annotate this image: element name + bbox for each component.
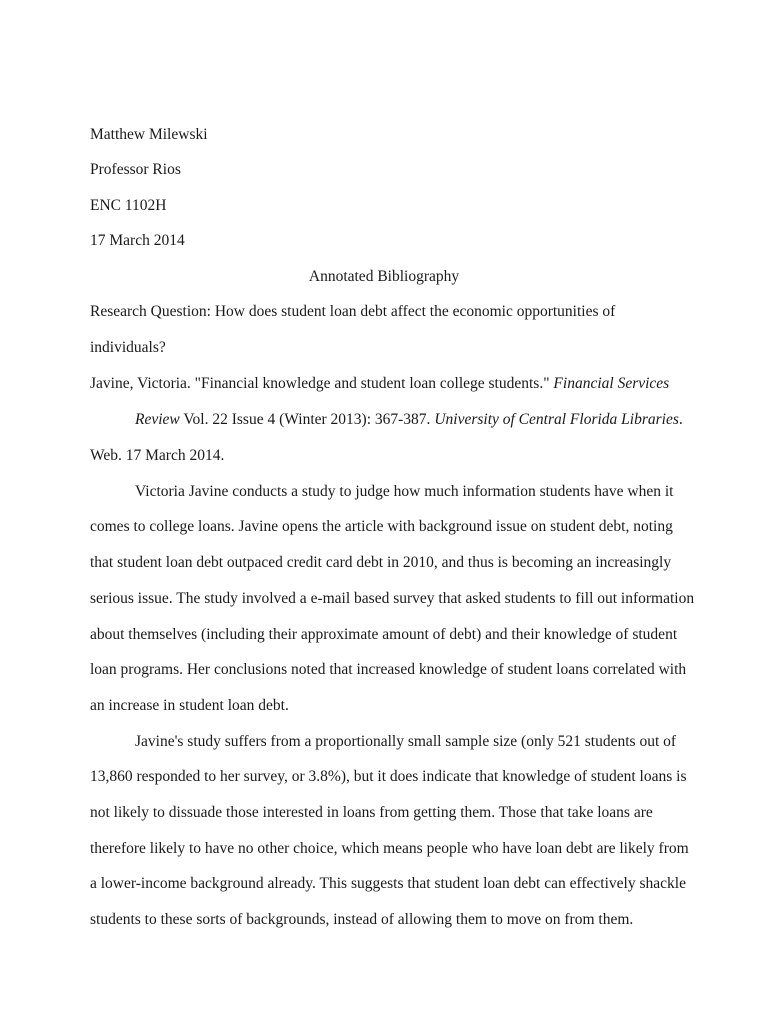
paragraph-1-line: about themselves (including their approximate amount of debt) and their knowledge of student [90, 626, 678, 643]
paragraph-2-line: a lower-income background already. This suggests that student loan debt can effectively shackle [90, 875, 686, 892]
document-title: Annotated Bibliography [308, 268, 460, 285]
citation-journal-part-2: Review [135, 411, 180, 428]
research-question-line-1: Research Question: How does student loan debt affect the economic opportunities of [90, 303, 616, 320]
citation-line-1 [90, 374, 669, 394]
citation-database: University of Central Florida Libraries [434, 411, 679, 428]
paragraph-2-line: Javine's study suffers from a proportionally small sample size (only 521 students out of [135, 733, 677, 750]
citation-volume: Vol. 22 Issue 4 (Winter 2013): 367-387. [179, 411, 435, 428]
paragraph-1-line: comes to college loans. Javine opens the article with background issue on student debt, noting [90, 518, 673, 535]
paragraph-2-line: 13,860 responded to her survey, or 3.8%), but it does indicate that knowledge of student loans is [90, 768, 687, 785]
professor-name: Professor Rios [90, 161, 181, 178]
citation-period: . [678, 411, 683, 428]
paragraph-1-line: that student loan debt outpaced credit card debt in 2010, and thus is becoming an increasingly [90, 554, 672, 571]
paragraph-2-line: students to these sorts of backgrounds, instead of allowing them to move on from them. [90, 911, 634, 928]
author-name: Matthew Milewski [90, 126, 208, 143]
paragraph-2-line: therefore likely to have no other choice, which means people who have loan debt are likely from [90, 840, 689, 857]
course-code: ENC 1102H [90, 197, 167, 214]
paragraph-1-line: Victoria Javine conducts a study to judge how much information students have when it [135, 483, 674, 500]
citation-line-2 [135, 410, 683, 430]
paragraph-1-line: an increase in student loan debt. [90, 697, 289, 714]
citation-author-title: Javine, Victoria. "Financial knowledge and student loan college students." [90, 375, 554, 392]
citation-line-3: Web. 17 March 2014. [90, 447, 225, 464]
paragraph-1-line: serious issue. The study involved a e-mail based survey that asked students to fill out information [90, 590, 695, 607]
citation-journal-part-1: Financial Services [553, 375, 670, 392]
research-question-line-2: individuals? [90, 339, 166, 356]
paragraph-1-line: loan programs. Her conclusions noted that increased knowledge of student loans correlated with [90, 661, 687, 678]
paragraph-2-line: not likely to dissuade those interested in loans from getting them. Those that take loans are [90, 804, 653, 821]
document-date: 17 March 2014 [90, 232, 185, 249]
